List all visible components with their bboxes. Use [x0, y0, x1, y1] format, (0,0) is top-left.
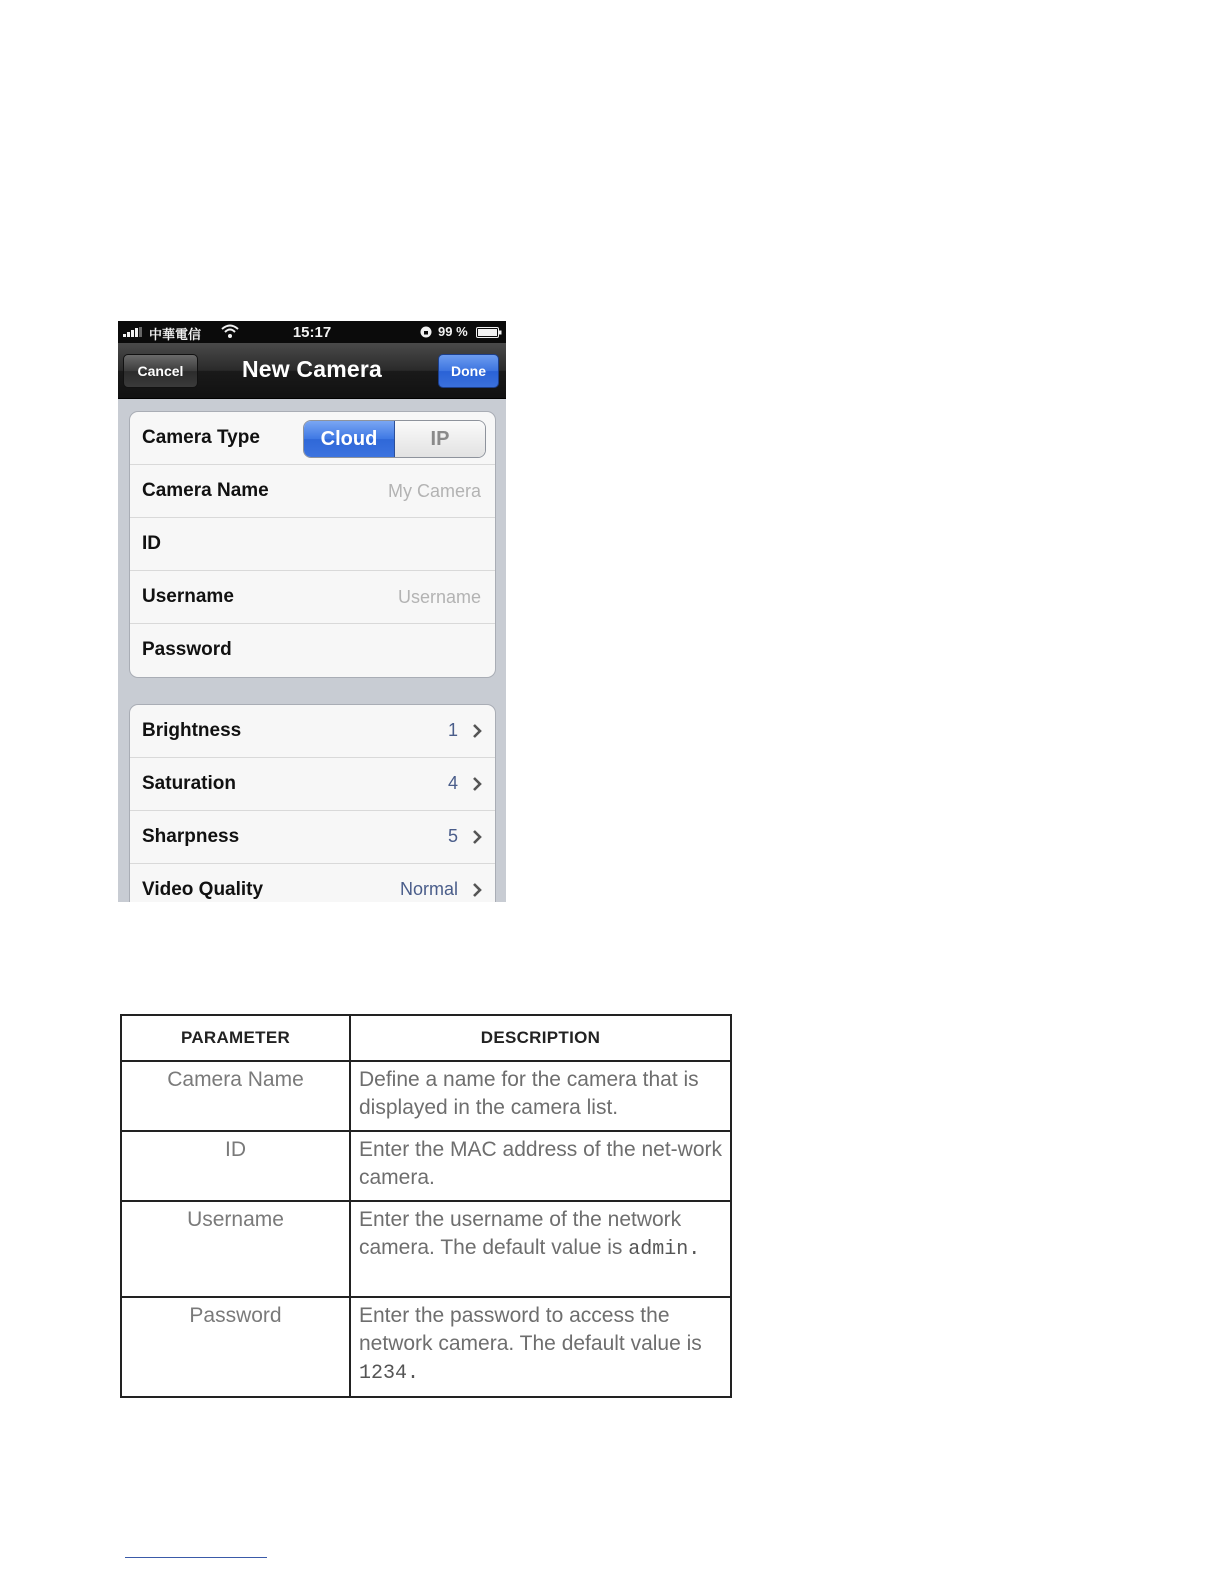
username-label: Username: [142, 586, 234, 607]
description-text: Enter the username of the network camera. The default value is: [359, 1208, 682, 1259]
camera-type-row: [130, 412, 495, 465]
username-field[interactable]: Username: [397, 587, 481, 607]
default-value-code: 1234.: [359, 1362, 420, 1385]
brightness-value: 1: [447, 720, 458, 740]
footnote-separator: [125, 1557, 267, 1558]
done-button[interactable]: Done: [438, 354, 499, 388]
password-row[interactable]: [130, 624, 495, 677]
video-quality-label: Video Quality: [142, 879, 264, 900]
navigation-bar: [118, 343, 506, 399]
carrier-name: 中華電信: [149, 328, 202, 343]
table-row: [121, 1201, 731, 1297]
default-value-code: admin.: [628, 1238, 701, 1261]
saturation-value: 4: [447, 773, 458, 793]
saturation-row[interactable]: [130, 758, 495, 811]
chevron-right-icon: [472, 776, 483, 792]
parameter-table: [120, 1014, 732, 1398]
page-title: New Camera: [241, 356, 383, 382]
description-cell: [350, 1297, 731, 1397]
rotation-lock-icon: [420, 326, 432, 338]
camera-name-row[interactable]: [130, 465, 495, 518]
param-cell: ID: [121, 1131, 350, 1201]
camera-info-group: [129, 411, 496, 678]
table-header-parameter: PARAMETER: [121, 1015, 350, 1061]
username-row[interactable]: [130, 571, 495, 624]
sharpness-label: Sharpness: [142, 826, 240, 847]
camera-name-field[interactable]: My Camera: [387, 481, 481, 501]
description-cell: Define a name for the camera that is displayed in the camera list.: [350, 1061, 731, 1131]
description-text: Enter the password to access the network camera. The default value is: [359, 1304, 702, 1355]
camera-name-label: Camera Name: [142, 480, 269, 501]
table-header-description: DESCRIPTION: [350, 1015, 731, 1061]
id-label: ID: [142, 533, 161, 554]
sharpness-value: 5: [447, 826, 458, 846]
table-row: [121, 1061, 731, 1131]
segment-cloud[interactable]: Cloud: [304, 421, 395, 457]
status-bar: [118, 321, 506, 343]
id-row[interactable]: [130, 518, 495, 571]
description-cell: [350, 1201, 731, 1297]
table-row: [121, 1297, 731, 1397]
camera-type-segmented-control[interactable]: [303, 420, 486, 458]
param-cell: Camera Name: [121, 1061, 350, 1131]
segment-ip[interactable]: IP: [395, 421, 485, 457]
video-quality-value: Normal: [399, 879, 458, 899]
table-row: [121, 1131, 731, 1201]
image-settings-group: [129, 704, 496, 902]
phone-screenshot: [118, 321, 506, 902]
brightness-label: Brightness: [142, 720, 242, 741]
description-cell: Enter the MAC address of the net-work camera.: [350, 1131, 731, 1201]
sharpness-row[interactable]: [130, 811, 495, 864]
brightness-row[interactable]: [130, 705, 495, 758]
param-cell: Password: [121, 1297, 350, 1397]
chevron-right-icon: [472, 829, 483, 845]
battery-percent: 99 %: [438, 324, 468, 339]
status-time: 15:17: [292, 324, 332, 341]
param-cell: Username: [121, 1201, 350, 1297]
cancel-button[interactable]: Cancel: [123, 354, 198, 388]
password-label: Password: [142, 639, 232, 660]
camera-type-label: Camera Type: [142, 427, 260, 448]
saturation-label: Saturation: [142, 773, 236, 794]
chevron-right-icon: [472, 882, 483, 898]
video-quality-row[interactable]: [130, 864, 495, 902]
chevron-right-icon: [472, 723, 483, 739]
battery-icon: [476, 327, 502, 338]
